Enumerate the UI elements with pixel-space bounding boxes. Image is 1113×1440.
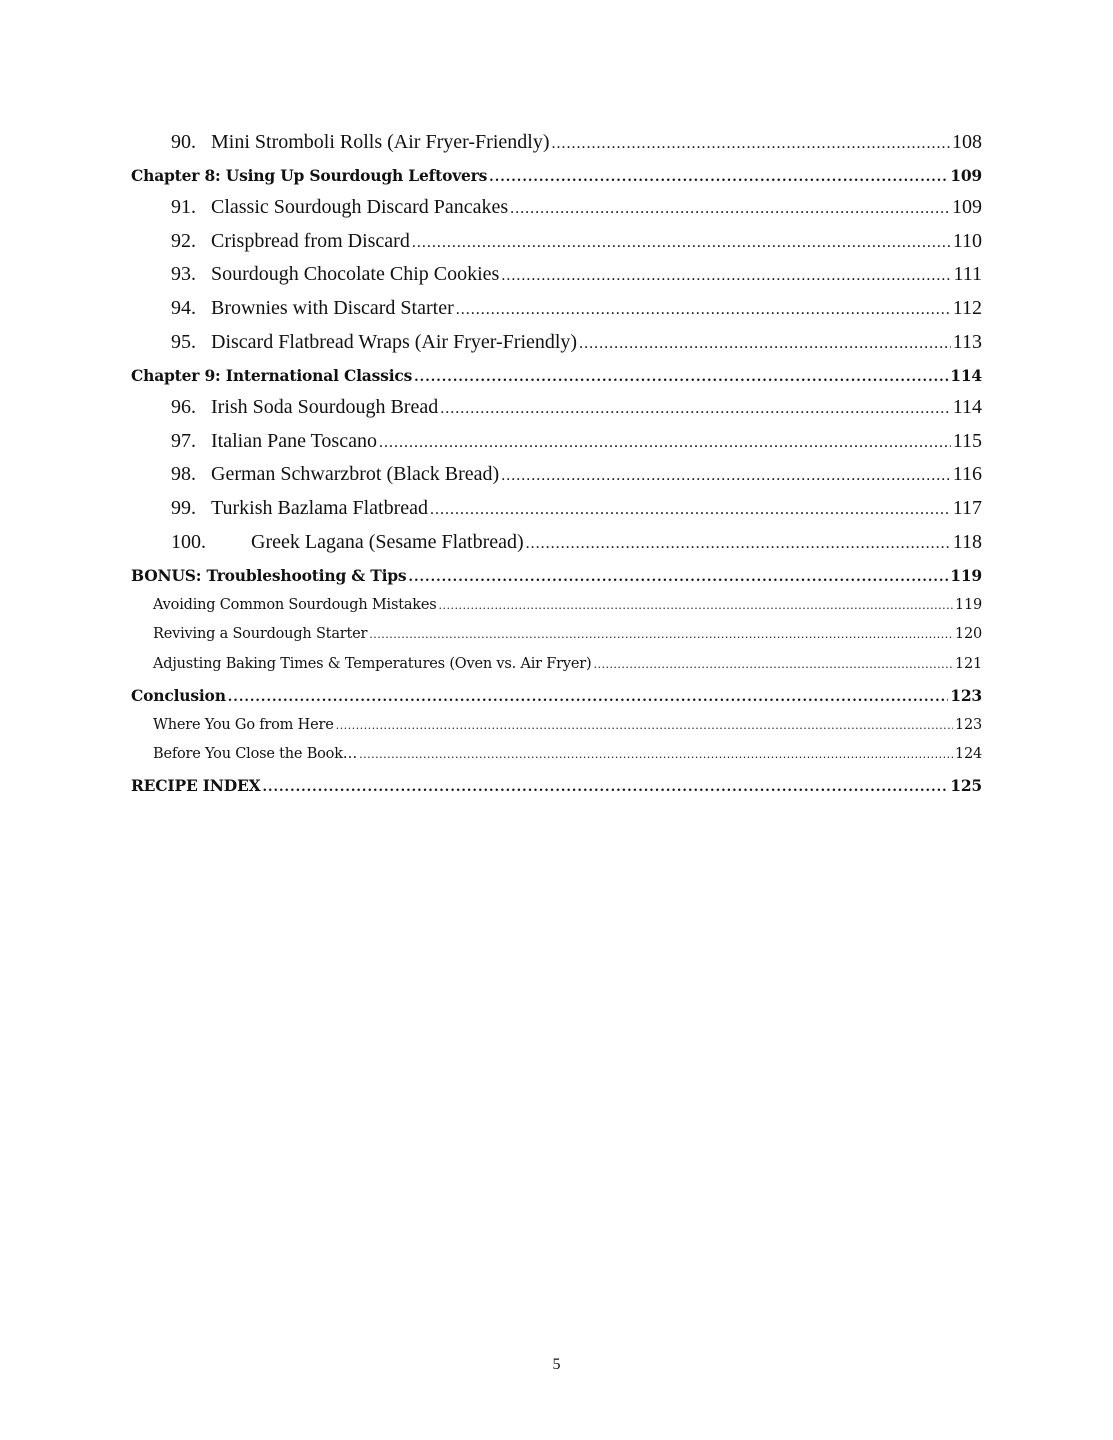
entry-number: 93. xyxy=(171,263,196,286)
chapter-title: Chapter 9: International Classics xyxy=(131,365,413,385)
entry-page: 114 xyxy=(952,395,982,418)
toc-subentry[interactable] xyxy=(131,740,982,770)
dot-leader xyxy=(414,362,948,393)
entry-page: 108 xyxy=(952,131,982,153)
entry-number: 98. xyxy=(171,463,196,486)
chapter-title: BONUS: Troubleshooting & Tips xyxy=(131,565,407,585)
entry-page: 111 xyxy=(953,263,982,286)
dot-leader xyxy=(412,226,951,260)
chapter-title: RECIPE INDEX xyxy=(131,775,261,795)
dot-leader xyxy=(551,127,950,161)
table-of-contents xyxy=(131,126,982,801)
dot-leader xyxy=(501,459,951,493)
entry-title: Brownies with Discard Starter xyxy=(211,297,454,320)
dot-leader xyxy=(579,327,951,361)
entry-title: Discard Flatbread Wraps (Air Fryer-Friendly) xyxy=(211,330,578,353)
toc-subentry[interactable] xyxy=(131,650,982,680)
entry-title: Turkish Bazlama Flatbread xyxy=(211,497,429,520)
toc-chapter[interactable] xyxy=(131,680,982,711)
chapter-page: 125 xyxy=(950,775,982,795)
dot-leader xyxy=(456,293,951,327)
dot-leader xyxy=(593,650,952,680)
toc-entry[interactable] xyxy=(131,526,982,560)
dot-leader xyxy=(510,192,950,226)
subentry-page: 123 xyxy=(954,716,982,733)
toc-entry[interactable] xyxy=(131,492,982,526)
entry-number: 94. xyxy=(171,297,196,320)
entry-title: Greek Lagana (Sesame Flatbread) xyxy=(251,530,524,553)
subentry-page: 120 xyxy=(954,626,982,643)
subentry-title: Before You Close the Book… xyxy=(153,746,358,763)
dot-leader xyxy=(440,392,951,426)
dot-leader xyxy=(501,259,951,293)
entry-title: Sourdough Chocolate Chip Cookies xyxy=(211,263,500,286)
entry-number: 95. xyxy=(171,330,196,353)
toc-entry[interactable] xyxy=(131,292,982,326)
toc-subentry[interactable] xyxy=(131,711,982,741)
dot-leader xyxy=(228,682,948,713)
toc-entry[interactable] xyxy=(131,126,982,160)
toc-entry[interactable] xyxy=(131,225,982,259)
chapter-page: 119 xyxy=(950,565,982,585)
toc-chapter[interactable] xyxy=(131,360,982,391)
toc-entry[interactable] xyxy=(131,191,982,225)
entry-page: 112 xyxy=(952,297,982,320)
chapter-page: 123 xyxy=(950,685,982,705)
entry-page: 115 xyxy=(952,429,982,452)
dot-leader xyxy=(430,493,951,527)
dot-leader xyxy=(369,620,953,650)
dot-leader xyxy=(336,711,953,741)
toc-chapter[interactable] xyxy=(131,160,982,191)
dot-leader xyxy=(526,527,951,561)
toc-chapter[interactable] xyxy=(131,560,982,591)
entry-page: 113 xyxy=(952,330,982,353)
toc-entry[interactable] xyxy=(131,458,982,492)
toc-subentry[interactable] xyxy=(131,591,982,621)
dot-leader xyxy=(359,740,953,770)
chapter-title: Conclusion xyxy=(131,685,226,705)
chapter-title: Chapter 8: Using Up Sourdough Leftovers xyxy=(131,165,488,185)
dot-leader xyxy=(408,562,948,593)
entry-title: Italian Pane Toscano xyxy=(211,429,377,452)
entry-title: Mini Stromboli Rolls (Air Fryer-Friendly) xyxy=(211,131,550,153)
subentry-title: Avoiding Common Sourdough Mistakes xyxy=(153,596,437,613)
entry-number: 92. xyxy=(171,229,196,252)
entry-number: 96. xyxy=(171,395,196,418)
entry-number: 90. xyxy=(171,131,196,153)
subentry-title: Adjusting Baking Times & Temperatures (Oven vs. Air Fryer) xyxy=(153,655,592,672)
subentry-title: Where You Go from Here xyxy=(153,716,334,733)
entry-title: Irish Soda Sourdough Bread xyxy=(211,395,439,418)
entry-number: 97. xyxy=(171,429,196,452)
entry-page: 117 xyxy=(952,497,982,520)
entry-number: 99. xyxy=(171,497,196,520)
dot-leader xyxy=(262,772,948,803)
dot-leader xyxy=(379,426,951,460)
chapter-page: 109 xyxy=(950,165,982,185)
chapter-page: 114 xyxy=(950,365,982,385)
entry-page: 118 xyxy=(952,530,982,553)
entry-title: German Schwarzbrot (Black Bread) xyxy=(211,463,500,486)
subentry-page: 119 xyxy=(954,596,982,613)
toc-entry[interactable] xyxy=(131,326,982,360)
entry-number: 100. xyxy=(171,530,206,553)
dot-leader xyxy=(489,162,948,193)
dot-leader xyxy=(439,591,953,621)
entry-title: Crispbread from Discard xyxy=(211,229,410,252)
toc-entry[interactable] xyxy=(131,425,982,459)
subentry-page: 121 xyxy=(954,655,982,672)
toc-chapter[interactable] xyxy=(131,770,982,801)
toc-entry[interactable] xyxy=(131,391,982,425)
toc-entry[interactable] xyxy=(131,258,982,292)
entry-page: 110 xyxy=(952,229,982,252)
entry-number: 91. xyxy=(171,195,196,218)
subentry-title: Reviving a Sourdough Starter xyxy=(153,626,368,643)
entry-title: Classic Sourdough Discard Pancakes xyxy=(211,195,509,218)
page-number: 5 xyxy=(552,1356,561,1373)
subentry-page: 124 xyxy=(954,746,982,763)
toc-subentry[interactable] xyxy=(131,620,982,650)
entry-page: 116 xyxy=(952,463,982,486)
entry-page: 109 xyxy=(952,195,982,218)
